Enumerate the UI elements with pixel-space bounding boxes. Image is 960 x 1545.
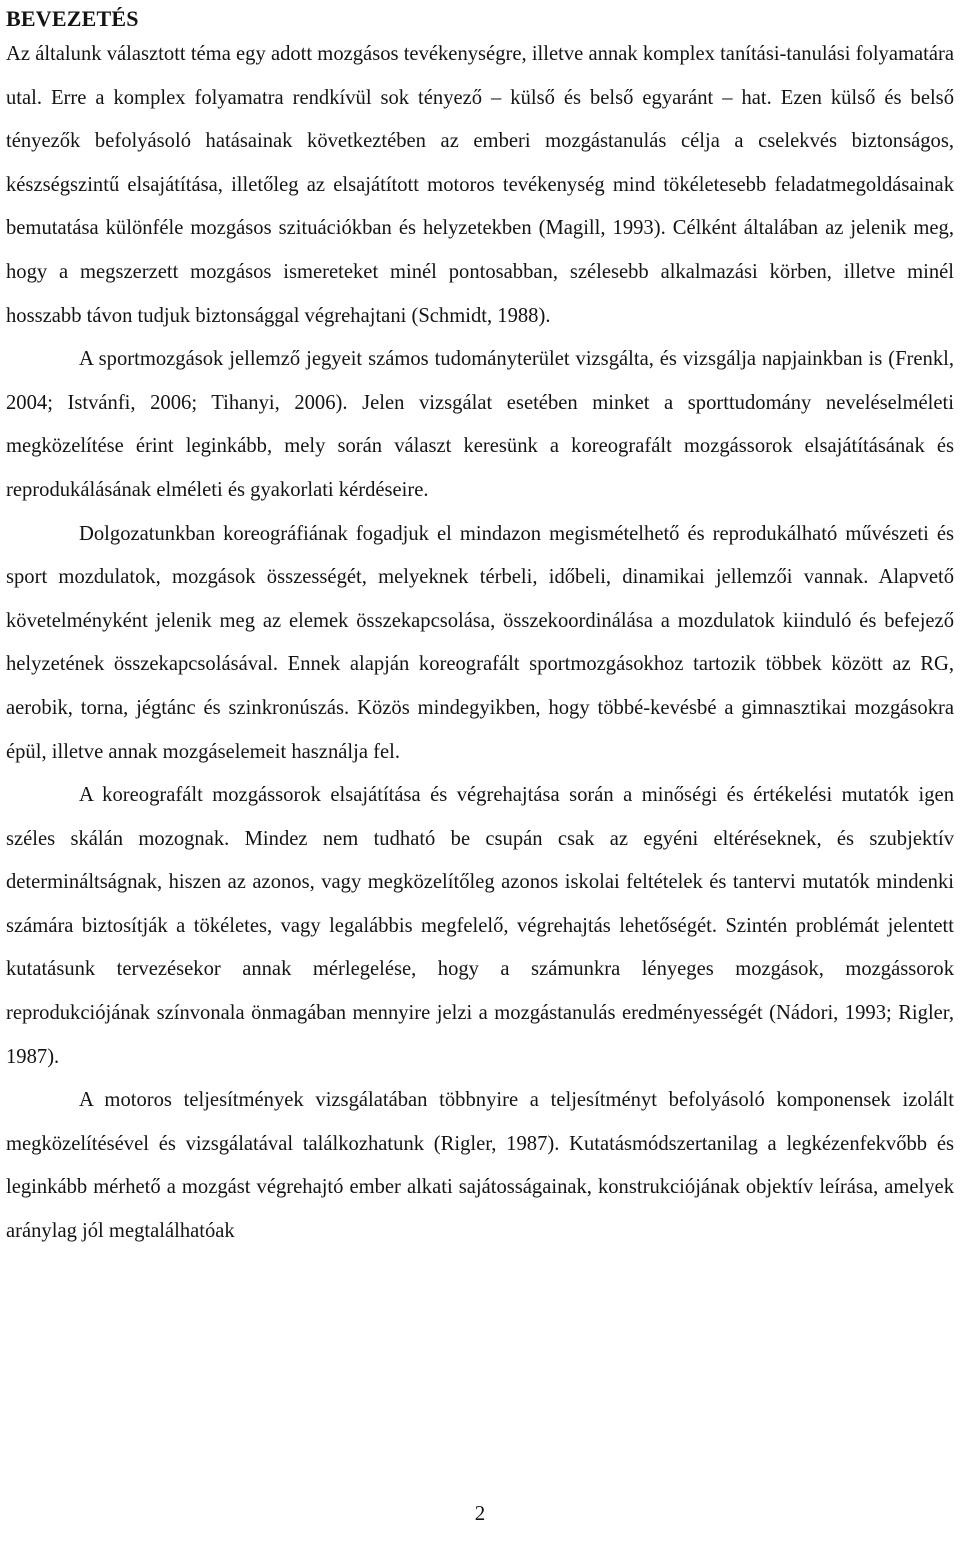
paragraph-5: A motoros teljesítmények vizsgálatában többnyire a teljesítményt befolyásoló komponensek izolált megközelítésével és vizsgálatával találkozhatunk (Rigler, 1987). Kutatásmódszertanilag a legkézenfekvőbb és leginkább mérhető a mozgást végrehajtó ember alkati sajátosságainak, konstrukciójának objektív leírása, amelyek aránylag jól megtalálhatóak <box>6 1089 954 1243</box>
document-page <box>6 4 954 1254</box>
paragraph-3: Dolgozatunkban koreográfiának fogadjuk el mindazon megismételhető és reprodukálható művészeti és sport mozdulatok, mozgások összességét, melyeknek térbeli, időbeli, dinamikai jellemzői vannak. Alapvető követelményként jelenik meg az elemek összekapcsolása, összekoordinálása a mozdulatok kiinduló és befejező helyzetének összekapcsolásával. Ennek alapján koreografált sportmozgásokhoz tartozik többek között az RG, aerobik, torna, jégtánc és szinkronúszás. Közös mindegyikben, hogy többé-kevésbé a gimnasztikai mozgásokra épül, illetve annak mozgáselemeit használja fel. <box>6 522 954 763</box>
paragraph-2: A sportmozgások jellemző jegyeit számos tudományterület vizsgálta, és vizsgálja napjainkban is (Frenkl, 2004; Istvánfi, 2006; Tihanyi, 2006). Jelen vizsgálat esetében minket a sporttudomány neveléselméleti megközelítése érint leginkább, mely során választ keresünk a koreografált mozgássorok elsajátításának és reprodukálásának elméleti és gyakorlati kérdéseire. <box>6 348 954 501</box>
paragraph-4: A koreografált mozgássorok elsajátítása és végrehajtása során a minőségi és értékelési mutatók igen széles skálán mozognak. Mindez nem tudható be csupán csak az egyéni eltéréseknek, és szubjektív determináltságnak, hiszen az azonos, vagy megközelítőleg azonos iskolai feltételek és tantervi mutatók mindenki számára biztosítják a tökéletes, vagy legalábbis megfelelő, végrehajtás lehetőségét. Szintén problémát jelentett kutatásunk tervezésekor annak mérlegelése, hogy a számunkra lényeges mozgások, mozgássorok reprodukciójának színvonala önmagában mennyire jelzi a mozgástanulás eredményességét (Nádori, 1993; Rigler, 1987). <box>6 784 954 1068</box>
section-heading: BEVEZETÉS <box>6 6 139 31</box>
paragraph-1: Az általunk választott téma egy adott mozgásos tevékenységre, illetve annak komplex tanítási-tanulási folyamatára utal. Erre a komplex folyamatra rendkívül sok tényező – külső és belső egyaránt – hat. Ezen külső és belső tényezők befolyásoló hatásainak következtében az emberi mozgástanulás célja a cselekvés biztonságos, készségszintű elsajátítása, illetőleg az elsajátított motoros tevékenység mind tökéletesebb feladatmegoldásainak bemutatása különféle mozgásos szituációkban és helyzetekben (Magill, 1993). Célként általában az jelenik meg, hogy a megszerzett mozgásos ismereteket minél pontosabban, szélesebb alkalmazási körben, illetve minél hosszabb távon tudjuk biztonsággal végrehajtani (Schmidt, 1988). <box>6 43 954 327</box>
page-number: 2 <box>474 1501 486 1525</box>
